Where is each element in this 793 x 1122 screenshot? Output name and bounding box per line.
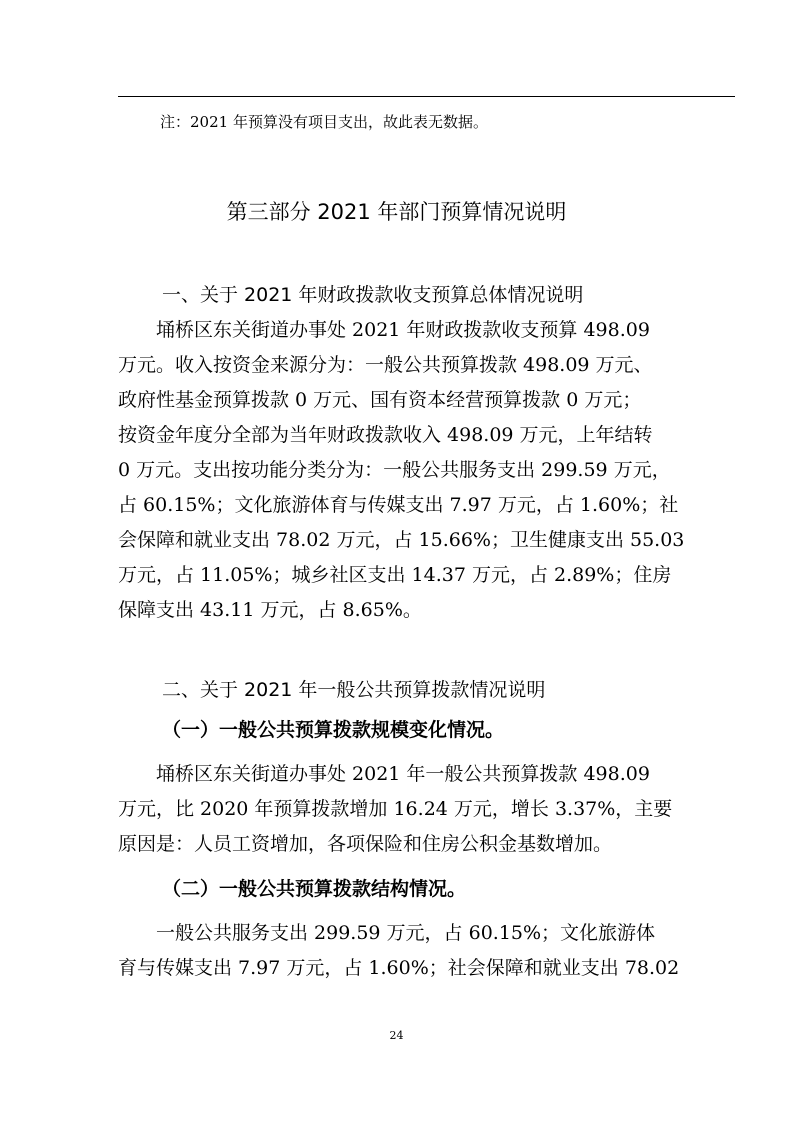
section1-paragraph xyxy=(118,313,698,628)
subsection1-paragraph xyxy=(118,757,698,862)
paragraph-line: 原因是：人员工资增加，各项保险和住房公积金基数增加。 xyxy=(118,833,613,855)
subsection2-paragraph xyxy=(118,916,698,986)
header-rule xyxy=(118,96,735,97)
paragraph-line: 万元。收入按资金来源分为：一般公共预算拨款 498.09 万元、 xyxy=(118,354,653,376)
paragraph-line: 按资金年度分全部为当年财政拨款收入 498.09 万元，上年结转 xyxy=(118,424,653,446)
paragraph-line: 政府性基金预算拨款 0 万元、国有资本经营预算拨款 0 万元； xyxy=(118,389,642,411)
paragraph-line: 埇桥区东关街道办事处 2021 年财政拨款收支预算 498.09 xyxy=(156,319,650,341)
page-number: 24 xyxy=(389,1029,404,1042)
paragraph-line: 埇桥区东关街道办事处 2021 年一般公共预算拨款 498.09 xyxy=(156,763,650,785)
paragraph-line: 会保障和就业支出 78.02 万元，占 15.66%；卫生健康支出 55.03 xyxy=(118,529,685,551)
subsection2-heading: （二）一般公共预算拨款结构情况。 xyxy=(162,878,467,900)
table-note: 注：2021 年预算没有项目支出，故此表无数据。 xyxy=(160,113,488,131)
paragraph-line: 一般公共服务支出 299.59 万元，占 60.15%；文化旅游体 xyxy=(156,922,656,944)
subsection1-heading: （一）一般公共预算拨款规模变化情况。 xyxy=(162,719,505,741)
section1-heading: 一、关于 2021 年财政拨款收支预算总体情况说明 xyxy=(162,284,584,306)
paragraph-line: 万元，比 2020 年预算拨款增加 16.24 万元，增长 3.37%，主要 xyxy=(118,798,673,820)
paragraph-line: 万元，占 11.05%；城乡社区支出 14.37 万元，占 2.89%；住房 xyxy=(118,564,672,586)
paragraph-line: 育与传媒支出 7.97 万元，占 1.60%；社会保障和就业支出 78.02 xyxy=(118,957,680,979)
paragraph-line: 0 万元。支出按功能分类分为：一般公共服务支出 299.59 万元， xyxy=(118,459,671,481)
paragraph-line: 占 60.15%；文化旅游体育与传媒支出 7.97 万元，占 1.60%；社 xyxy=(118,494,679,516)
section2-heading: 二、关于 2021 年一般公共预算拨款情况说明 xyxy=(162,679,546,701)
paragraph-line: 保障支出 43.11 万元，占 8.65%。 xyxy=(118,599,422,621)
part-title: 第三部分 2021 年部门预算情况说明 xyxy=(226,200,567,224)
